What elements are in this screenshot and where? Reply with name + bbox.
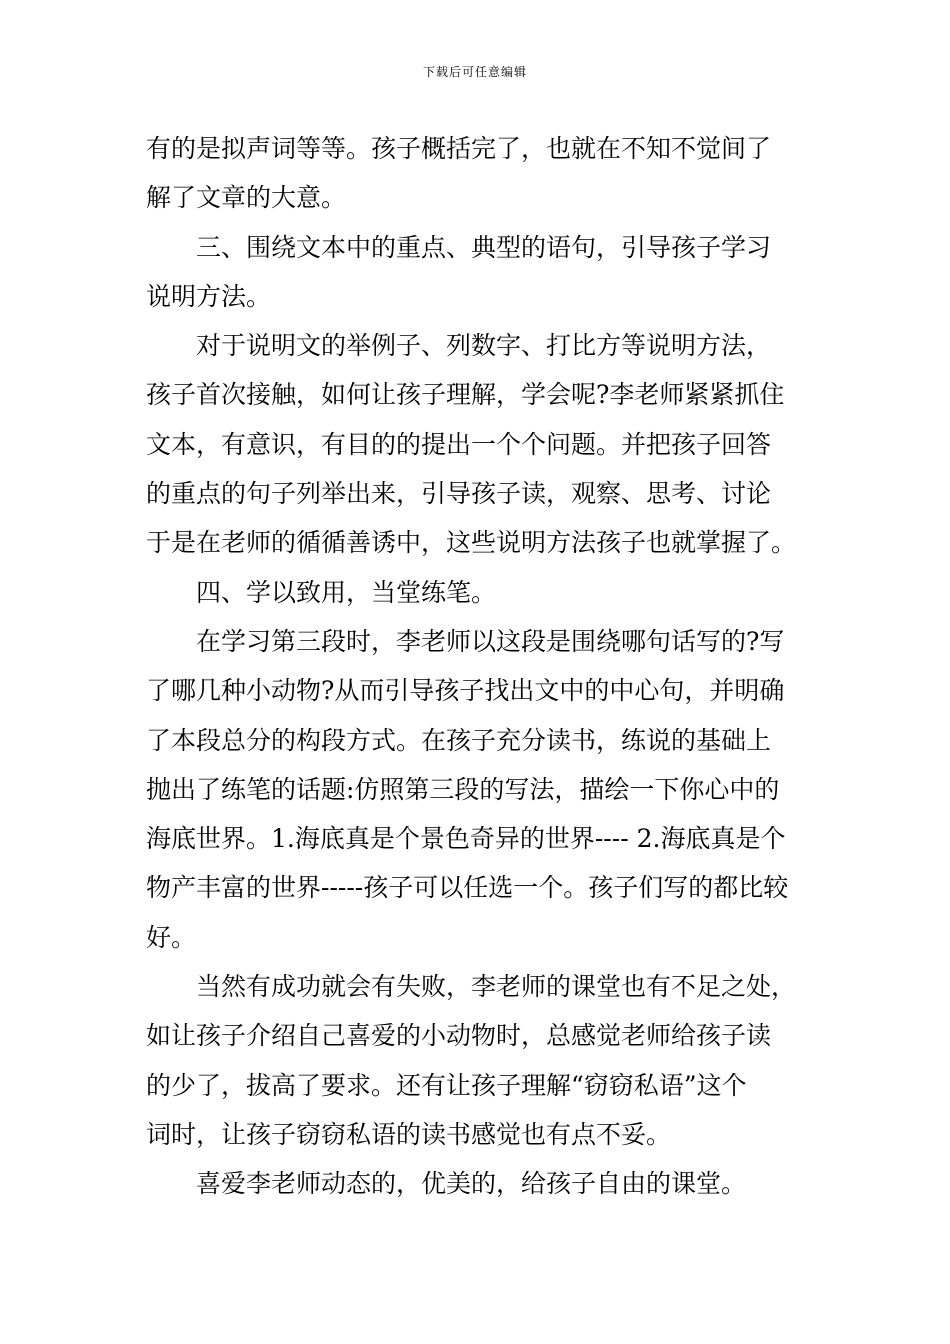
paragraph-3 <box>146 321 808 567</box>
text-line: 了本段总分的构段方式。在孩子充分读书，练说的基础上 <box>146 725 772 755</box>
text-line: 海底世界。1.海底真是个景色奇异的世界---- 2.海底真是个 <box>146 824 786 854</box>
text-line: 词时，让孩子窃窃私语的读书感觉也有点不妥。 <box>146 1119 672 1149</box>
paragraph-2 <box>146 223 808 322</box>
text-line: 于是在老师的循循善诱中，这些说明方法孩子也就掌握了。 <box>146 528 797 558</box>
text-line: 如让孩子介绍自己喜爱的小动物时，总感觉老师给孩子读 <box>146 1021 772 1051</box>
text-line: 文本，有意识，有目的的提出一个个问题。并把孩子回答 <box>146 429 772 459</box>
text-line: 的少了，拔高了要求。还有让孩子理解“窃窃私语”这个 <box>146 1070 747 1100</box>
text-line: 四、学以致用，当堂练笔。 <box>196 577 497 607</box>
text-line: 在学习第三段时，李老师以这段是围绕哪句话写的?写 <box>196 626 785 656</box>
text-line: 说明方法。 <box>146 281 272 311</box>
paragraph-4 <box>146 568 808 617</box>
text-line: 对于说明文的举例子、列数字、打比方等说明方法， <box>196 331 772 361</box>
text-line: 有的是拟声词等等。孩子概括完了，也就在不知不觉间了 <box>146 134 772 163</box>
document-body <box>146 124 808 1209</box>
text-line: 解了文章的大意。 <box>146 183 347 213</box>
text-line: 喜爱李老师动态的，优美的，给孩子自由的课堂。 <box>196 1169 747 1199</box>
text-line: 物产丰富的世界-----孩子可以任选一个。孩子们写的都比较 <box>146 873 789 903</box>
page-header: 下载后可任意编辑 <box>422 65 527 79</box>
text-line: 好。 <box>146 922 197 952</box>
text-line: 抛出了练笔的话题:仿照第三段的写法，描绘一下你心中的 <box>146 774 780 804</box>
paragraph-1 <box>146 124 808 223</box>
text-line: 的重点的句子列举出来，引导孩子读，观察、思考、讨论 <box>146 479 772 509</box>
text-line: 孩子首次接触，如何让孩子理解，学会呢?李老师紧紧抓住 <box>146 380 785 410</box>
paragraph-7 <box>146 1159 808 1208</box>
paragraph-6 <box>146 962 808 1159</box>
text-line: 当然有成功就会有失败，李老师的课堂也有不足之处， <box>196 972 797 1002</box>
text-line: 了哪几种小动物?从而引导孩子找出文中的中心句，并明确 <box>146 676 785 706</box>
text-line: 三、围绕文本中的重点、典型的语句，引导孩子学习 <box>196 232 772 262</box>
paragraph-5 <box>146 617 808 962</box>
